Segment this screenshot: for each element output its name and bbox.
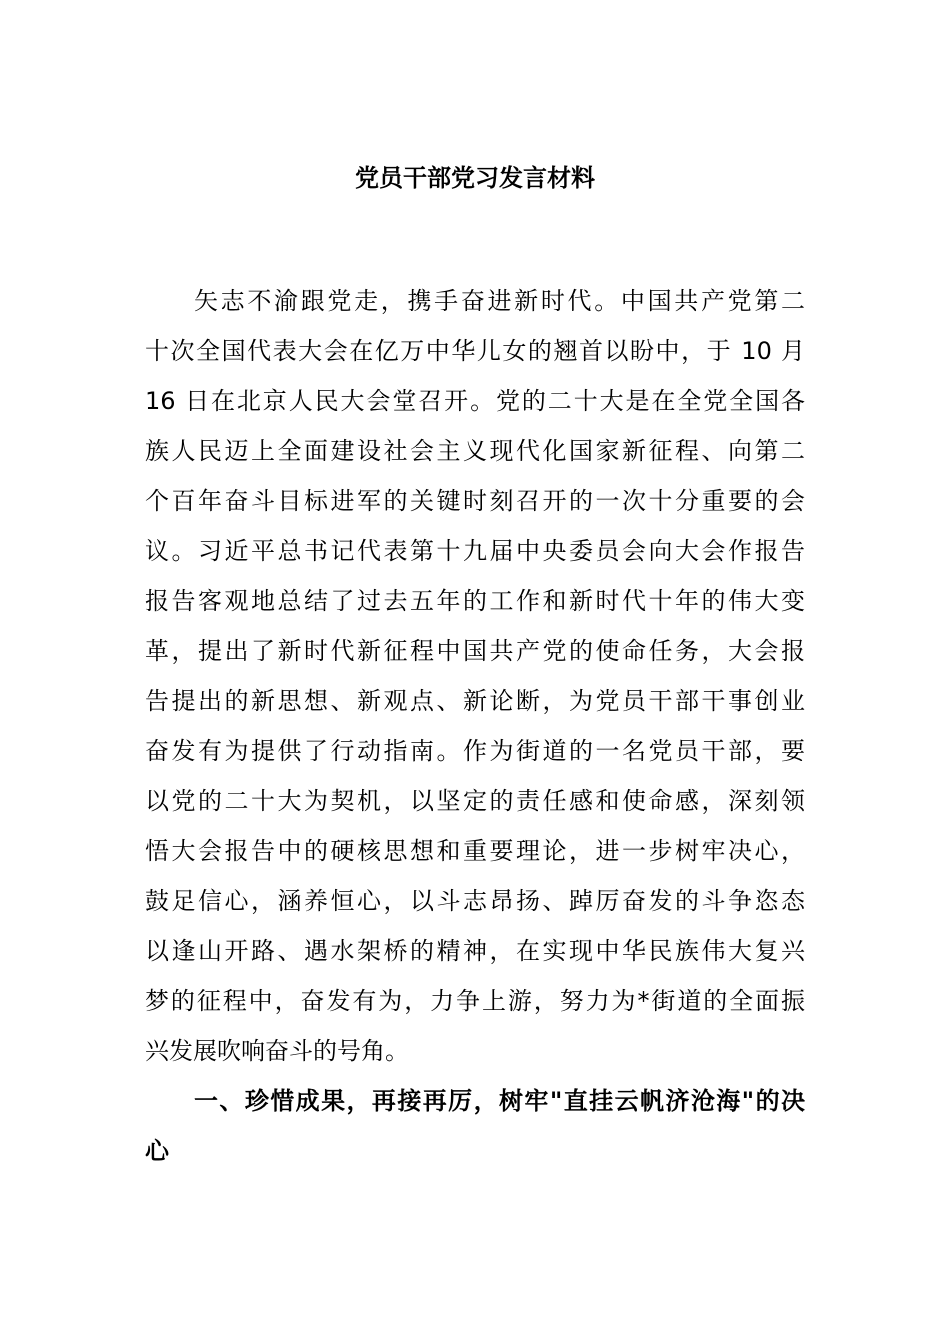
paragraph-line: 族人民迈上全面建设社会主义现代化国家新征程、向第二 xyxy=(145,437,805,465)
paragraph-line: 个百年奋斗目标进军的关键时刻召开的一次十分重要的会 xyxy=(145,487,805,515)
paragraph-line: 告提出的新思想、新观点、新论断，为党员干部干事创业 xyxy=(145,687,805,715)
paragraph-line: 矢志不渝跟党走，携手奋进新时代。中国共产党第二 xyxy=(194,287,805,315)
paragraph-line: 议。习近平总书记代表第十九届中央委员会向大会作报告 xyxy=(145,537,805,565)
heading-line: 一、珍惜成果，再接再厉，树牢"直挂云帆济沧海"的决 xyxy=(194,1087,805,1115)
paragraph-line: 报告客观地总结了过去五年的工作和新时代十年的伟大变 xyxy=(145,587,805,615)
paragraph-line: 以党的二十大为契机，以坚定的责任感和使命感，深刻领 xyxy=(145,787,805,815)
paragraph-line: 奋发有为提供了行动指南。作为街道的一名党员干部，要 xyxy=(145,737,805,765)
paragraph-line: 以逢山开路、遇水架桥的精神，在实现中华民族伟大复兴 xyxy=(145,937,805,965)
paragraph-line: 兴发展吹响奋斗的号角。 xyxy=(145,1037,409,1065)
paragraph-line: 16 日在北京人民大会堂召开。党的二十大是在全党全国各 xyxy=(145,387,805,415)
paragraph-line: 十次全国代表大会在亿万中华儿女的翘首以盼中，于 10 月 xyxy=(145,337,805,365)
paragraph-line: 革，提出了新时代新征程中国共产党的使命任务，大会报 xyxy=(145,637,805,665)
paragraph-line: 鼓足信心，涵养恒心，以斗志昂扬、踔厉奋发的斗争恣态 xyxy=(145,887,805,915)
document-title: 党员干部党习发言材料 xyxy=(355,164,595,192)
heading-line: 心 xyxy=(145,1137,169,1165)
paragraph-line: 梦的征程中，奋发有为，力争上游，努力为*街道的全面振 xyxy=(145,987,805,1015)
paragraph-line: 悟大会报告中的硬核思想和重要理论，进一步树牢决心， xyxy=(145,837,805,865)
